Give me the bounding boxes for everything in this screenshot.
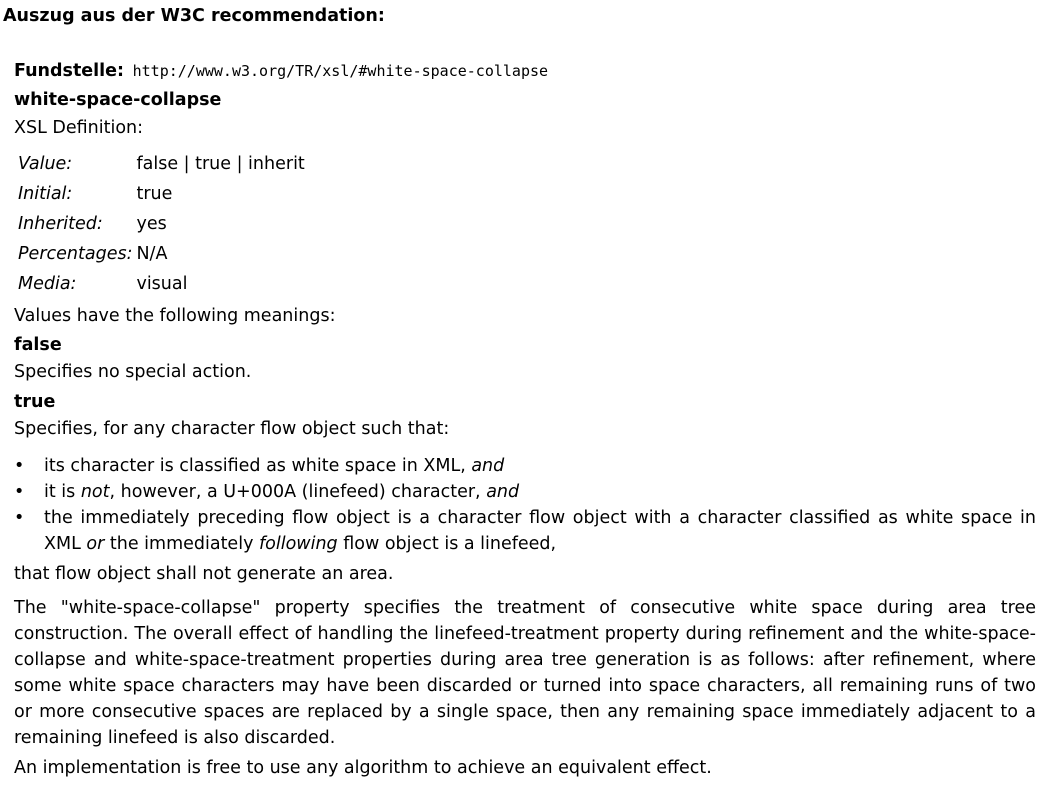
condition-emphasis: or bbox=[86, 534, 105, 554]
condition-emphasis: and bbox=[471, 456, 505, 476]
list-item bbox=[14, 453, 1036, 479]
table-key: Inherited: bbox=[18, 214, 103, 234]
table-row bbox=[16, 179, 307, 209]
table-key: Initial: bbox=[18, 184, 73, 204]
table-key: Percentages: bbox=[18, 244, 133, 264]
bullet-icon: • bbox=[14, 482, 25, 502]
table-row bbox=[16, 239, 307, 269]
table-row bbox=[16, 149, 307, 179]
table-key: Media: bbox=[18, 274, 77, 294]
definition-heading: XSL Definition: bbox=[14, 118, 144, 138]
table-value: false | true | inherit bbox=[136, 154, 305, 174]
page-title: Auszug aus der W3C recommendation: bbox=[3, 6, 385, 26]
conclusion-text: that flow object shall not generate an area. bbox=[14, 564, 394, 584]
property-table bbox=[16, 149, 307, 299]
list-item bbox=[14, 505, 1036, 557]
condition-list bbox=[14, 453, 1036, 557]
property-name: white-space-collapse bbox=[14, 90, 222, 110]
bullet-icon: • bbox=[14, 508, 25, 528]
bullet-icon: • bbox=[14, 456, 25, 476]
condition-text: flow object is a linefeed, bbox=[337, 534, 557, 554]
value-term-false: false bbox=[14, 335, 62, 355]
condition-text: the immediately bbox=[104, 534, 259, 554]
condition-text: , however, a U+000A (linefeed) character, bbox=[109, 482, 487, 502]
table-row bbox=[16, 269, 307, 299]
table-value: N/A bbox=[136, 244, 168, 264]
value-term-true: true bbox=[14, 392, 56, 412]
condition-text: it is bbox=[44, 482, 81, 502]
condition-emphasis: following bbox=[258, 534, 338, 554]
document-content bbox=[14, 58, 1036, 781]
implementation-note: An implementation is free to use any algorithm to achieve an equivalent effect. bbox=[14, 758, 712, 778]
condition-text: the immediately preceding flow object is a character flow object with a character classified as white space in XML bbox=[44, 508, 1036, 554]
meanings-intro: Values have the following meanings: bbox=[14, 306, 336, 326]
table-value: yes bbox=[136, 214, 167, 234]
table-value: visual bbox=[136, 274, 188, 294]
source-label: Fundstelle: bbox=[14, 61, 125, 81]
table-value: true bbox=[136, 184, 173, 204]
value-description-false: Specifies no special action. bbox=[14, 362, 252, 382]
source-reference bbox=[14, 58, 1036, 84]
list-item bbox=[14, 479, 1036, 505]
table-key: Value: bbox=[18, 154, 73, 174]
description-paragraph: The "white-space-collapse" property specifies the treatment of consecutive white space during area tree construction. The overall effect of handling the linefeed-treatment property during refinement and the white-space-collapse and white-space-treatment properties during area tree generation is as follows: after refinement, where some white space characters may have been discarded or turned into space characters, all remaining runs of two or more consecutive spaces are replaced by a single space, then any remaining space immediately adjacent to a remaining linefeed is also discarded. bbox=[14, 598, 1036, 748]
source-url: http://www.w3.org/TR/xsl/#white-space-collapse bbox=[132, 62, 549, 80]
table-row bbox=[16, 209, 307, 239]
condition-emphasis: and bbox=[486, 482, 520, 502]
value-description-true: Specifies, for any character flow object such that: bbox=[14, 419, 450, 439]
condition-emphasis: not bbox=[80, 482, 110, 502]
condition-text: its character is classified as white space in XML, bbox=[44, 456, 472, 476]
